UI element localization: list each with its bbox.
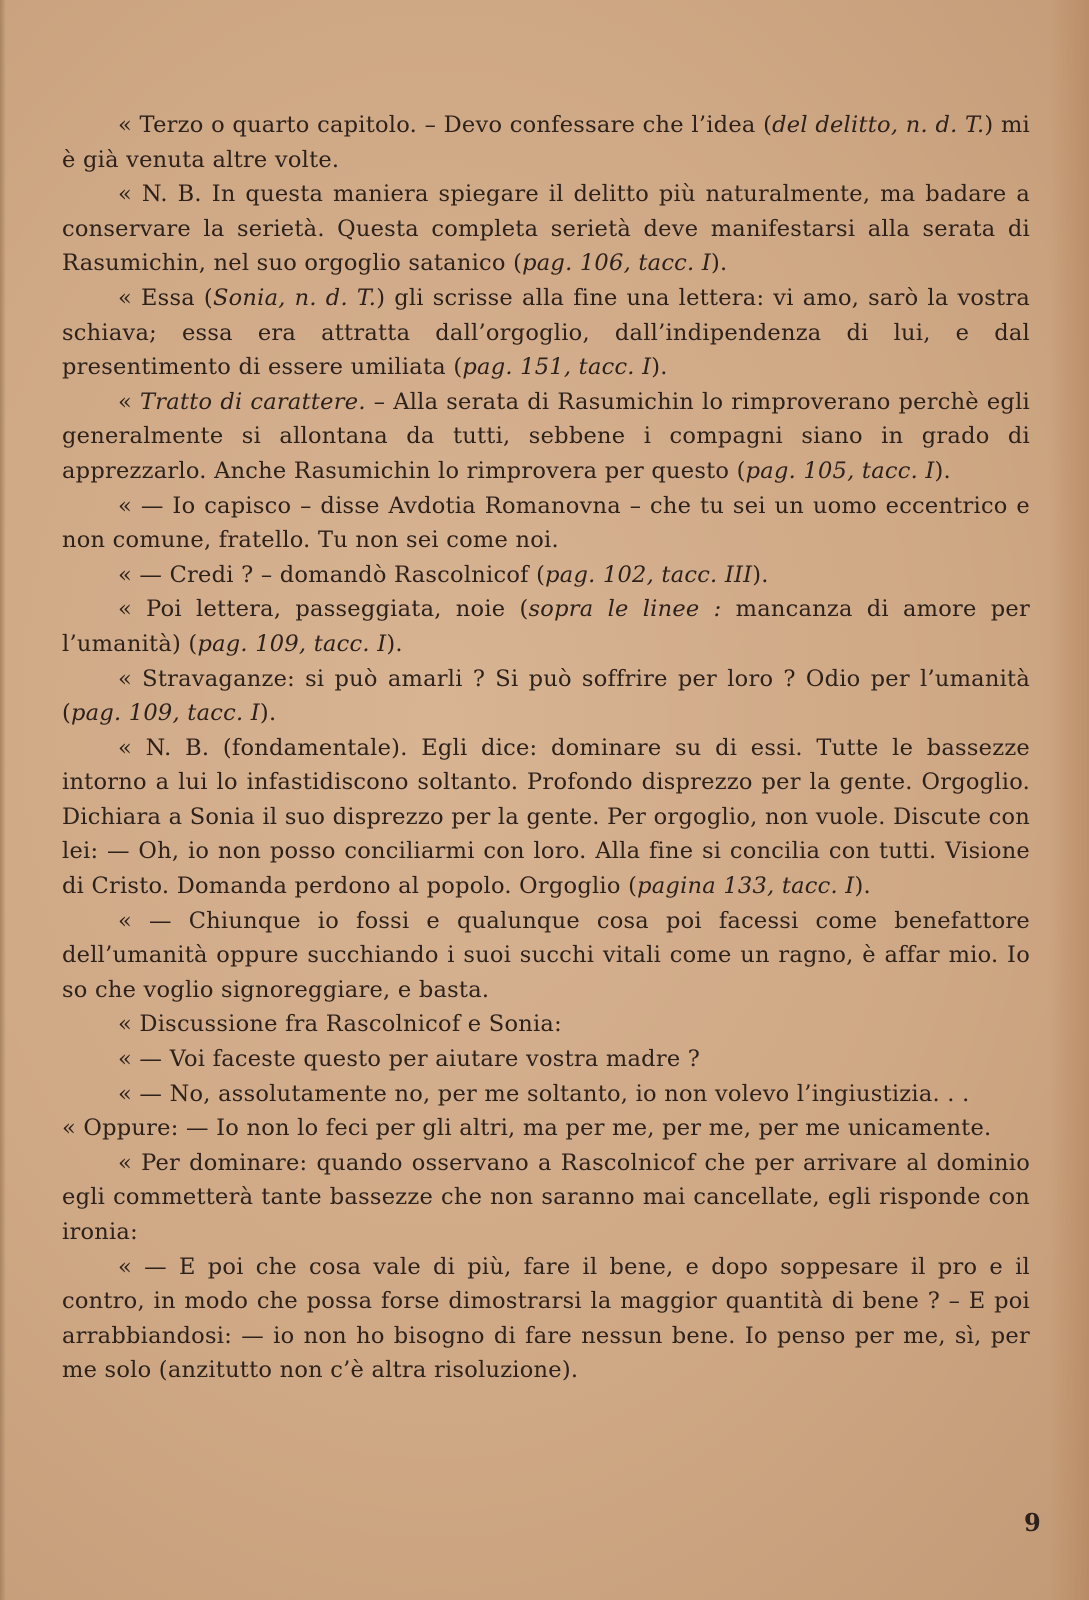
paragraph-5: « — Io capisco – disse Avdotia Romanovna – che tu sei un uomo eccentrico e non comune, fratello. Tu non sei come noi. <box>62 492 1030 554</box>
paragraph-2: « N. B. In questa maniera spiegare il delitto più naturalmente, ma badare a conservare la serietà. Questa completa serietà deve manifestarsi alla serata di Rasumichin, nel suo orgoglio satanico (pag. 106, tacc. I). <box>62 181 1030 277</box>
paragraph-8: « Stravaganze: si può amarli ? Si può soffrire per loro ? Odio per l’umanità (pag. 109, tacc. I). <box>62 665 1030 727</box>
page-number: 9 <box>1024 1508 1041 1537</box>
paragraph-1: « Terzo o quarto capitolo. – Devo confessare che l’idea (del delitto, n. d. T.) mi è già venuta altre volte. <box>62 112 1030 173</box>
paragraph-7: « Poi lettera, passeggiata, noie (sopra le linee : mancanza di amore per l’umanità) (pag. 109, tacc. I). <box>62 596 1030 657</box>
paragraph-13: « — No, assolutamente no, per me soltanto, io non volevo l’ingiustizia. . . <box>118 1080 970 1107</box>
paragraph-4: « Tratto di carattere. – Alla serata di Rasumichin lo rimproverano perchè egli generalmente si allontana da tutti, sebbene i compagni siano in grado di apprezzarlo. Anche Rasumichin lo rimprovera per questo (pag. 105, tacc. I). <box>62 388 1030 484</box>
paragraph-9: « N. B. (fondamentale). Egli dice: dominare su di essi. Tutte le bassezze intorno a lui lo infastidiscono soltanto. Profondo disprezzo per la gente. Orgoglio. Dichiara a Sonia il suo disprezzo per la gente. Per orgoglio, non vuole. Discute con lei: — Oh, io non posso conciliarmi con loro. Alla fine si concilia con tutti. Visione di Cristo. Domanda perdono al popolo. Orgoglio (pagina 133, tacc. I). <box>62 734 1030 900</box>
page-edge-left <box>0 0 6 1600</box>
page-edge-right <box>1049 0 1089 1600</box>
paragraph-14: « Oppure: — Io non lo feci per gli altri, ma per me, per me, per me unicamente. <box>62 1115 992 1142</box>
paragraph-15: « Per dominare: quando osservano a Rascolnicof che per arrivare al dominio egli commetterà tante bassezze che non saranno mai cancellate, egli risponde con ironia: <box>62 1149 1030 1245</box>
paragraph-12: « — Voi faceste questo per aiutare vostra madre ? <box>118 1046 701 1073</box>
paragraph-16: « — E poi che cosa vale di più, fare il bene, e dopo soppesare il pro e il contro, in modo che possa forse dimostrarsi la maggior quantità di bene ? – E poi arrabbiandosi: — io non ho bisogno di fare nessun bene. Io penso per me, sì, per me solo (anzitutto non c’è altra risoluzione). <box>62 1253 1030 1384</box>
paragraph-3: « Essa (Sonia, n. d. T.) gli scrisse alla fine una lettera: vi amo, sarò la vostra schiava; essa era attratta dall’orgoglio, dall’indipendenza di lui, e dal presentimento di essere umiliata (pag. 151, tacc. I). <box>62 284 1030 381</box>
paragraph-11: « Discussione fra Rascolnicof e Sonia: <box>118 1011 562 1038</box>
body-text <box>62 108 1030 1388</box>
paragraph-10: « — Chiunque io fossi e qualunque cosa poi facessi come benefattore dell’umanità oppure succhiando i suoi succhi vitali come un ragno, è affar mio. Io so che voglio signoreggiare, e basta. <box>62 907 1030 1003</box>
paragraph-6: « — Credi ? – domandò Rascolnicof (pag. 102, tacc. III). <box>118 561 769 588</box>
